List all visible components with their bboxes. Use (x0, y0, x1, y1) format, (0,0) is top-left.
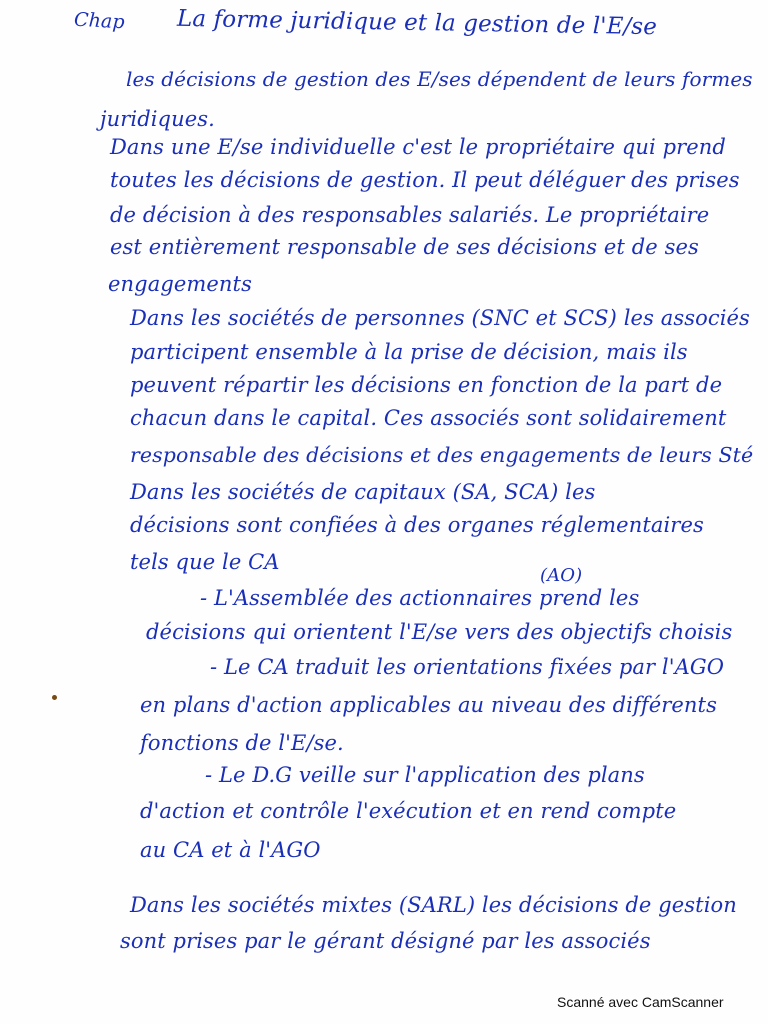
text-line: les décisions de gestion des E/ses dépendent de leurs formes (126, 67, 753, 91)
text-line: d'action et contrôle l'exécution et en rend compte (140, 799, 677, 823)
annotation-ao: (AO) (540, 565, 583, 586)
text-line: fonctions de l'E/se. (140, 731, 344, 755)
text-line: participent ensemble à la prise de décision, mais ils (130, 340, 688, 364)
chapter-label: Chap (73, 8, 126, 34)
text-line: juridiques. (100, 107, 215, 131)
text-line: chacun dans le capital. Ces associés sont solidairement (130, 406, 727, 430)
text-line: sont prises par le gérant désigné par les associés (120, 929, 651, 953)
text-line: - L'Assemblée des actionnaires prend les (200, 586, 640, 610)
ink-dot (52, 695, 57, 700)
scanner-watermark: Scanné avec CamScanner (557, 994, 724, 1010)
text-line: Dans les sociétés de capitaux (SA, SCA) les (130, 480, 596, 504)
text-line: est entièrement responsable de ses décisions et de ses (110, 235, 699, 259)
text-line: Dans les sociétés mixtes (SARL) les décisions de gestion (130, 893, 737, 917)
text-line: Dans les sociétés de personnes (SNC et SCS) les associés (130, 306, 750, 330)
text-line: Dans une E/se individuelle c'est le propriétaire qui prend (110, 135, 726, 159)
text-line: - Le CA traduit les orientations fixées par l'AGO (210, 655, 725, 679)
text-line: - Le D.G veille sur l'application des plans (205, 763, 645, 787)
text-line: peuvent répartir les décisions en fonction de la part de (130, 373, 723, 397)
text-line: responsable des décisions et des engagements de leurs Sté (130, 443, 754, 467)
text-line: de décision à des responsables salariés. Le propriétaire (110, 203, 710, 227)
text-line: décisions qui orientent l'E/se vers des objectifs choisis (146, 620, 733, 644)
text-line: au CA et à l'AGO (140, 838, 321, 862)
text-line: toutes les décisions de gestion. Il peut déléguer des prises (110, 168, 740, 192)
text-line: engagements (108, 272, 252, 296)
text-line: tels que le CA (130, 550, 280, 574)
page-title: La forme juridique et la gestion de l'E/se (176, 5, 658, 41)
text-line: décisions sont confiées à des organes réglementaires (130, 513, 704, 537)
text-line: en plans d'action applicables au niveau des différents (140, 693, 717, 717)
